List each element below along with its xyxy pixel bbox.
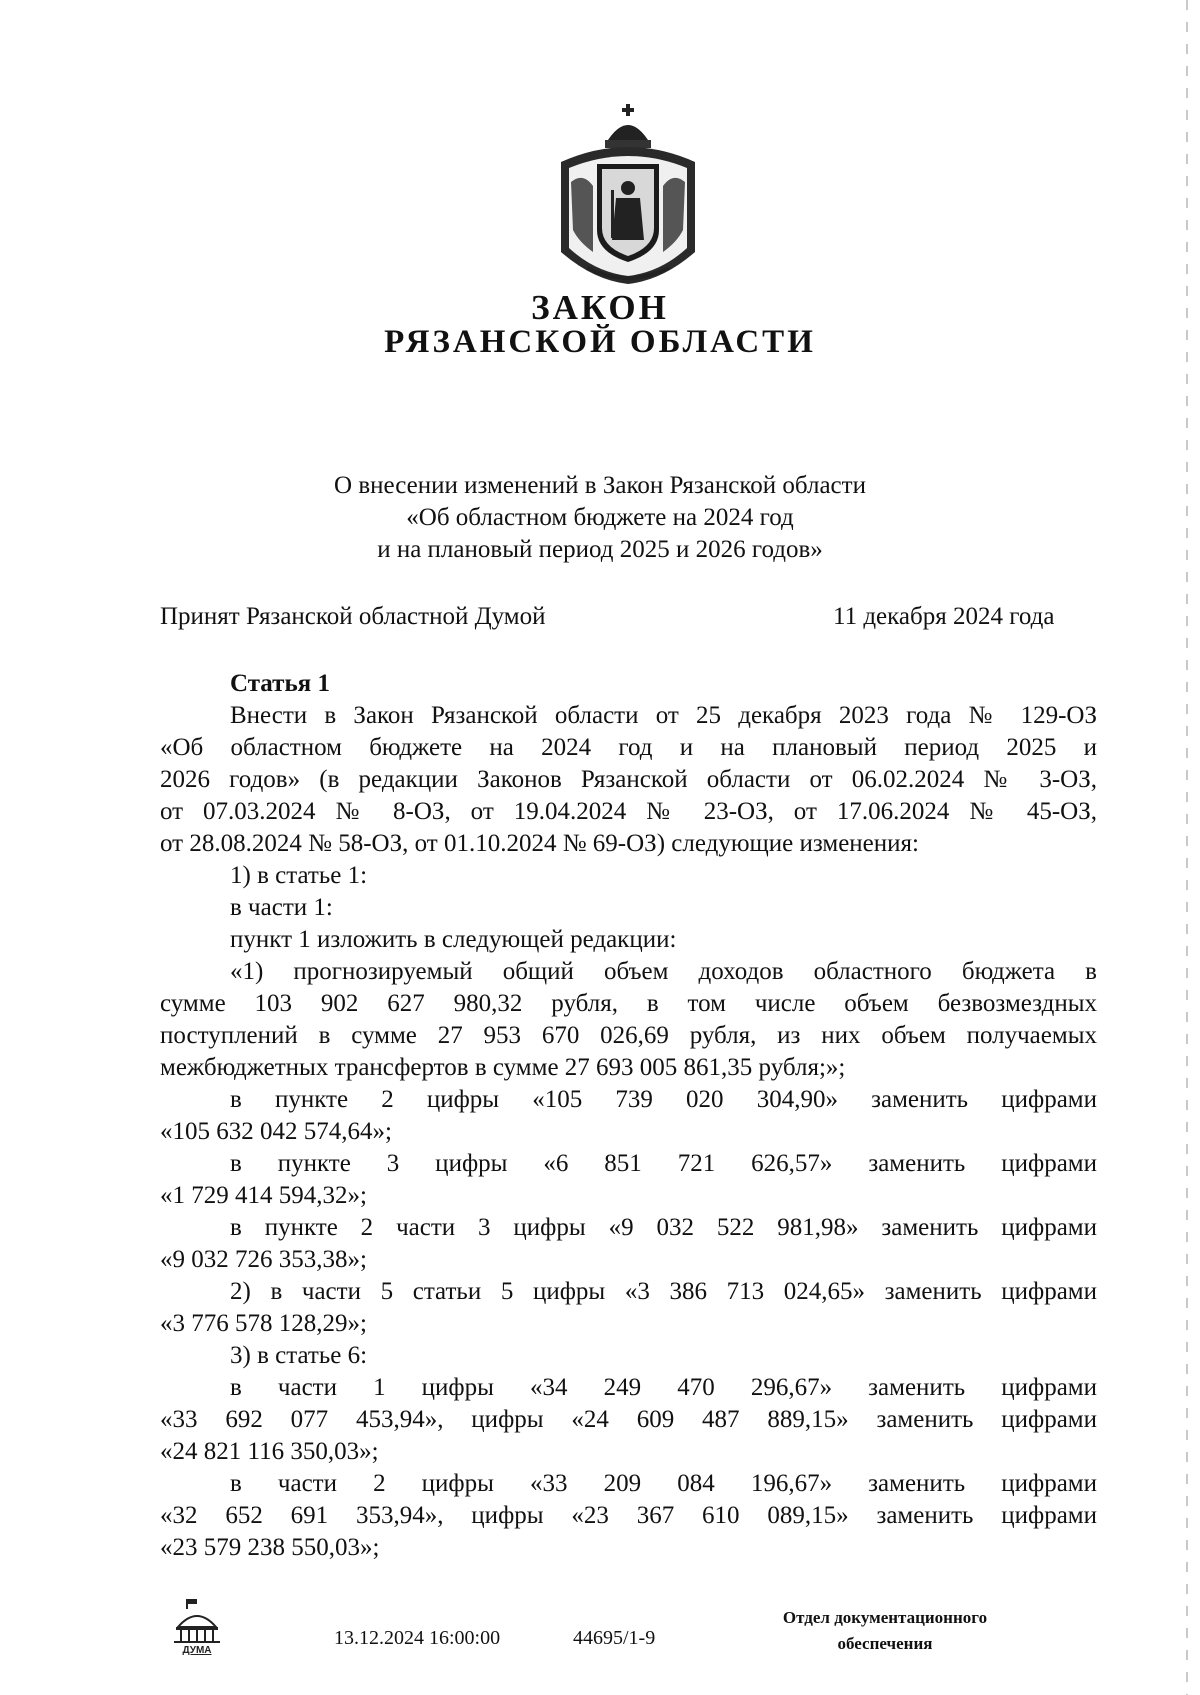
- adopted-by: Принят Рязанской областной Думой: [160, 603, 546, 630]
- body-line: в части 2 цифры «33 209 084 196,67» заменить цифрами: [230, 1470, 1097, 1497]
- law-body: [160, 668, 1097, 1564]
- subject-line: и на плановый период 2025 и 2026 годов»: [377, 536, 823, 563]
- body-line: в части 1:: [230, 894, 333, 921]
- duma-logo-icon: [170, 1597, 224, 1655]
- body-line: пункт 1 изложить в следующей редакции:: [230, 926, 677, 953]
- body-line: 2) в части 5 статьи 5 цифры «3 386 713 024,65» заменить цифрами: [230, 1278, 1097, 1305]
- law-region-title: РЯЗАНСКОЙ ОБЛАСТИ: [384, 324, 816, 360]
- body-line: «23 579 238 550,03»;: [160, 1534, 380, 1561]
- subject-line: О внесении изменений в Закон Рязанской области: [334, 472, 866, 499]
- body-line: в пункте 2 части 3 цифры «9 032 522 981,98» заменить цифрами: [230, 1214, 1097, 1241]
- body-line: в пункте 2 цифры «105 739 020 304,90» заменить цифрами: [230, 1086, 1097, 1113]
- body-line: 1) в статье 1:: [230, 862, 368, 889]
- duma-logo-text: ДУМА: [182, 1645, 212, 1655]
- body-line: поступлений в сумме 27 953 670 026,69 рубля, из них объем получаемых: [160, 1022, 1097, 1049]
- body-line: межбюджетных трансфертов в сумме 27 693 005 861,35 рубля;»;: [160, 1054, 846, 1081]
- body-line: 3) в статье 6:: [230, 1342, 368, 1369]
- body-line: сумме 103 902 627 980,32 рубля, в том числе объем безвозмездных: [160, 990, 1097, 1017]
- body-line: от 07.03.2024 № 8-ОЗ, от 19.04.2024 № 23-ОЗ, от 17.06.2024 № 45-ОЗ,: [160, 798, 1097, 825]
- body-line: «33 692 077 453,94», цифры «24 609 487 889,15» заменить цифрами: [160, 1406, 1097, 1433]
- body-line: «1) прогнозируемый общий объем доходов областного бюджета в: [230, 958, 1097, 985]
- body-line: «32 652 691 353,94», цифры «23 367 610 089,15» заменить цифрами: [160, 1502, 1097, 1529]
- body-line: «24 821 116 350,03»;: [160, 1438, 379, 1465]
- department-stamp: [740, 1605, 1030, 1657]
- adopted-date: 11 декабря 2024 года: [833, 603, 1055, 630]
- body-line: «3 776 578 128,29»;: [160, 1310, 367, 1337]
- stamp-line: Отдел документационного: [782, 1608, 988, 1627]
- body-line: 2026 годов» (в редакции Законов Рязанской области от 06.02.2024 № 3-ОЗ,: [160, 766, 1097, 793]
- body-line: в пункте 3 цифры «6 851 721 626,57» заменить цифрами: [230, 1150, 1097, 1177]
- subject-line: «Об областном бюджете на 2024 год: [406, 504, 794, 531]
- law-title: ЗАКОН: [531, 288, 669, 327]
- stamp-line: обеспечения: [837, 1634, 933, 1653]
- body-line: «105 632 042 574,64»;: [160, 1118, 392, 1145]
- rzn-coat-of-arms-icon: [553, 102, 703, 292]
- law-subject: [0, 470, 1200, 566]
- footer-reg-number: 44695/1-9: [573, 1627, 656, 1649]
- body-line: в части 1 цифры «34 249 470 296,67» заменить цифрами: [230, 1374, 1097, 1401]
- footer-datetime: 13.12.2024 16:00:00: [334, 1627, 501, 1649]
- scan-edge: [1186, 0, 1188, 1695]
- body-line: «9 032 726 353,38»;: [160, 1246, 367, 1273]
- body-line: Внести в Закон Рязанской области от 25 декабря 2023 года № 129-ОЗ: [230, 702, 1097, 729]
- article-heading: Статья 1: [230, 670, 330, 697]
- body-line: «Об областном бюджете на 2024 год и на плановый период 2025 и: [160, 734, 1097, 761]
- body-line: от 28.08.2024 № 58-ОЗ, от 01.10.2024 № 69-ОЗ) следующие изменения:: [160, 830, 919, 857]
- body-line: «1 729 414 594,32»;: [160, 1182, 367, 1209]
